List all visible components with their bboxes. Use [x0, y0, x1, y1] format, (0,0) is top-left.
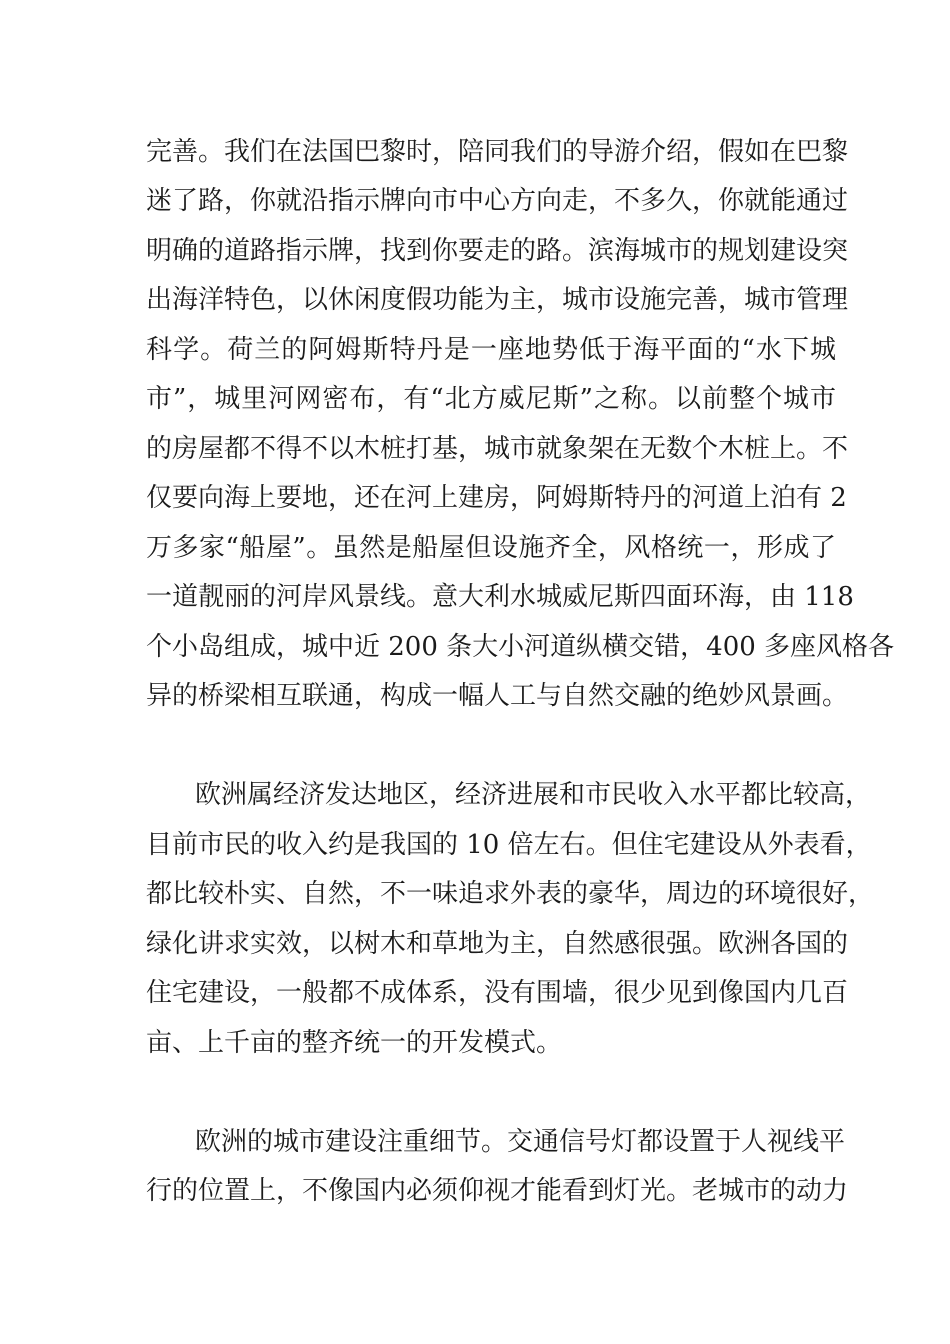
text-line: 目前市民的收入约是我国的 10 倍左右。但住宅建设从外表看，: [146, 830, 872, 860]
text-line: 亩、上千亩的整齐统一的开发模式。: [146, 1028, 563, 1058]
text-line: 一道靓丽的河岸风景线。意大利水城威尼斯四面环海，由 118: [146, 582, 854, 612]
text-line: 都比较朴实、自然，不一味追求外表的豪华，周边的环境很好，: [146, 879, 875, 909]
text-line: 异的桥梁相互联通，构成一幅人工与自然交融的绝妙风景画。: [146, 681, 849, 711]
text-line: 个小岛组成，城中近 200 条大小河道纵横交错，400 多座风格各: [146, 632, 895, 662]
text-line: 科学。荷兰的阿姆斯特丹是一座地势低于海平面的“水下城: [146, 335, 836, 365]
text-line: 明确的道路指示牌，找到你要走的路。滨海城市的规划建设突: [146, 236, 849, 266]
text-line: 行的位置上，不像国内必须仰视才能看到灯光。老城市的动力: [146, 1176, 849, 1206]
text-line: 迷了路，你就沿指示牌向市中心方向走，不多久，你就能通过: [146, 186, 849, 216]
text-line: 出海洋特色，以休闲度假功能为主，城市设施完善，城市管理: [146, 285, 849, 315]
text-line: 万多家“船屋”。虽然是船屋但设施齐全，风格统一，形成了: [146, 533, 836, 563]
text-line: 欧洲属经济发达地区，经济进展和市民收入水平都比较高，: [195, 780, 872, 810]
text-line: 的房屋都不得不以木桩打基，城市就象架在无数个木桩上。不: [146, 434, 849, 464]
text-line: 市”，城里河网密布，有“北方威尼斯”之称。以前整个城市: [146, 384, 836, 414]
text-line: 绿化讲求实效，以树木和草地为主，自然感很强。欧洲各国的: [146, 929, 849, 959]
text-line: 完善。我们在法国巴黎时，陪同我们的导游介绍，假如在巴黎: [146, 137, 849, 167]
text-line: 住宅建设，一般都不成体系，没有围墙，很少见到像国内几百: [146, 978, 849, 1008]
text-line: 仅要向海上要地，还在河上建房，阿姆斯特丹的河道上泊有 2: [146, 483, 847, 513]
text-line: 欧洲的城市建设注重细节。交通信号灯都设置于人视线平: [195, 1127, 846, 1157]
